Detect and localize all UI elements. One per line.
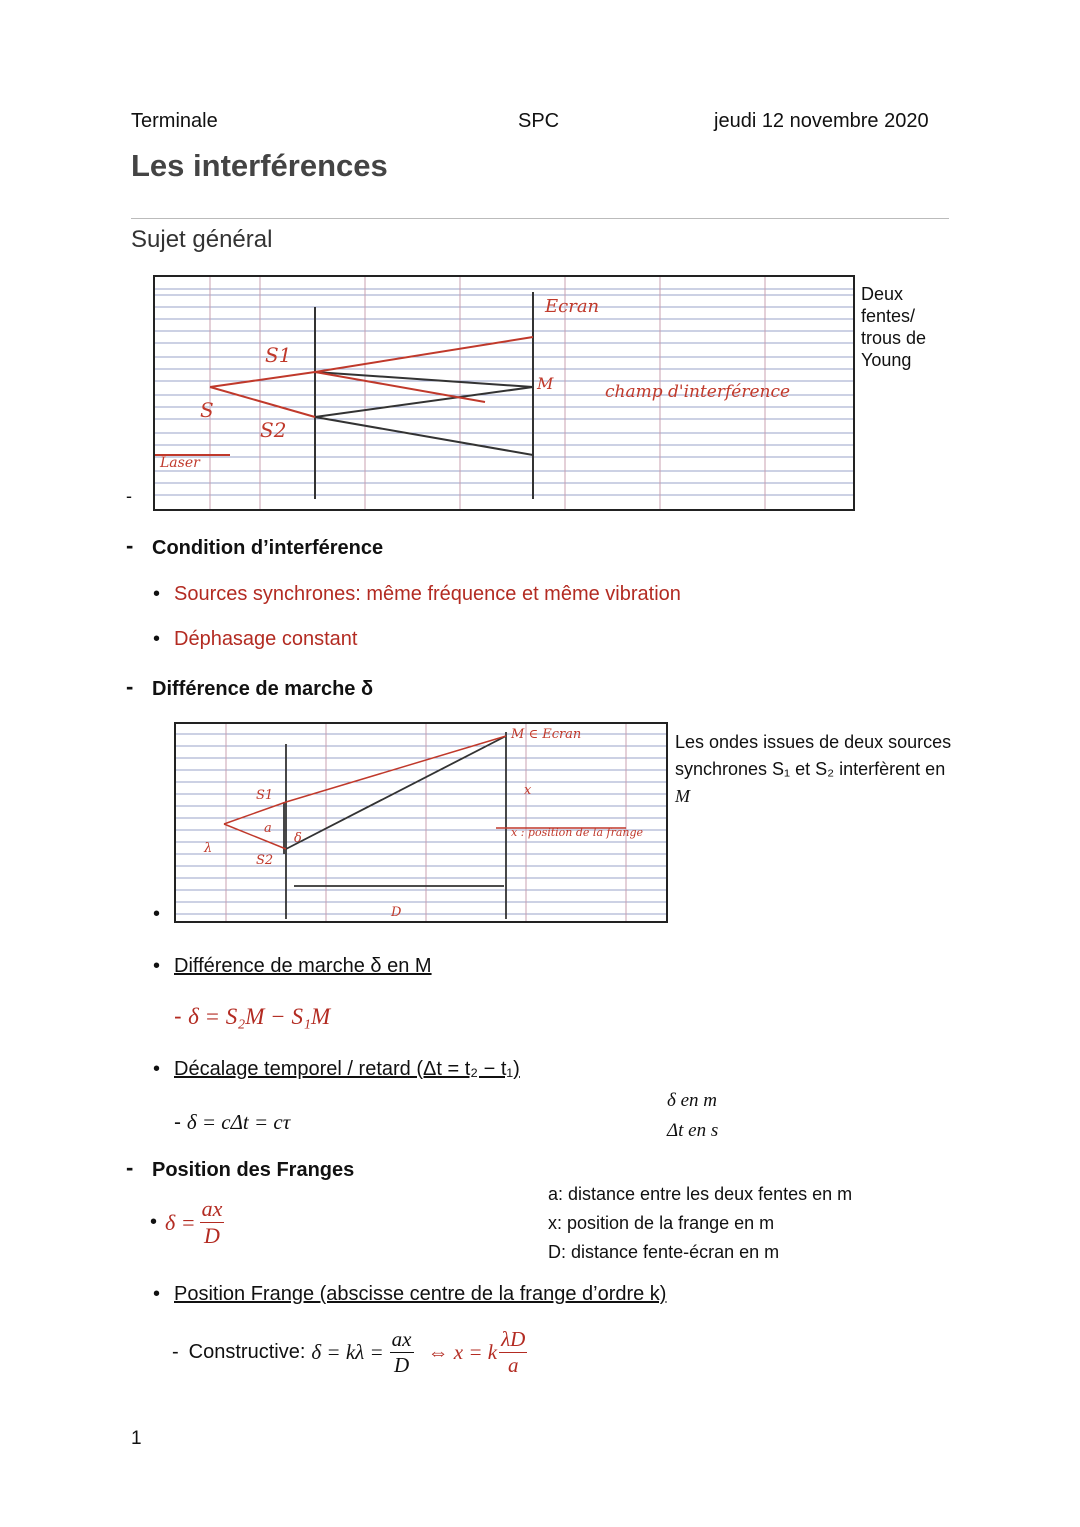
bullet-dot: • — [153, 1283, 161, 1305]
subheading-time-delay: Décalage temporel / retard (Δt = t₂ − t₁) — [174, 1058, 520, 1080]
figure-young-drawing — [155, 277, 853, 509]
bullet-dot: • — [153, 628, 161, 650]
fraction-numerator: λD — [501, 1327, 526, 1351]
fraction-denominator: D — [204, 1223, 220, 1248]
label-m: M — [537, 374, 554, 393]
label-s: S — [200, 398, 214, 422]
fraction-denominator: a — [507, 1353, 519, 1377]
position-heading: Position des Franges — [152, 1159, 355, 1181]
label-delta: δ — [294, 831, 302, 846]
formula-text: δ = S₂M − S₁M — [188, 1004, 331, 1029]
bullet-dot: • — [153, 955, 161, 977]
condition-item: Sources synchrones: même fréquence et même vibration — [174, 583, 681, 605]
formula-equivalence: ⇔ x = k — [427, 1340, 498, 1364]
list-dash: - — [126, 674, 134, 699]
unit-time: Δt en s — [667, 1120, 719, 1141]
label-laser: Laser — [160, 455, 200, 471]
unit-delta: δ en m — [667, 1090, 717, 1111]
page-number: 1 — [131, 1428, 142, 1449]
interference-note — [675, 729, 1015, 810]
header-subject: SPC — [518, 110, 560, 132]
bullet-dot: • — [153, 903, 161, 925]
label-x: x — [524, 783, 532, 798]
figure1-caption: Deux fentes/ trous de Young — [861, 284, 927, 370]
label-s2: S2 — [260, 418, 287, 442]
label-d: D — [391, 905, 402, 920]
fraction — [390, 1327, 414, 1378]
list-dash: - — [126, 486, 132, 506]
formula-delta-time: - δ = cΔt = cτ — [174, 1110, 291, 1134]
condition-item: Déphasage constant — [174, 628, 358, 650]
label-s1: S1 — [265, 343, 292, 367]
variable-legend — [548, 1180, 852, 1267]
figure-path-difference — [174, 722, 668, 923]
label-champ: champ d'interférence — [605, 382, 791, 402]
subheading-delta-m: Différence de marche δ en M — [174, 955, 432, 977]
list-dash: - — [172, 1341, 179, 1363]
label-ecran: Ecran — [545, 296, 600, 317]
fraction — [200, 1196, 225, 1249]
label-m-ecran: M ∈ Ecran — [511, 727, 582, 742]
label-frange: x : position de la frange — [511, 826, 644, 839]
difference-heading: Différence de marche δ — [152, 678, 374, 700]
formula-delta-paths: - δ = S₂M − S₁M — [174, 1003, 331, 1029]
formula-text: δ = cΔt = cτ — [186, 1110, 291, 1134]
condition-heading: Condition d’interférence — [152, 537, 384, 559]
note-line: M — [675, 786, 690, 806]
subheading-fringe-position: Position Frange (abscisse centre de la frange d’ordre k) — [174, 1283, 667, 1305]
page-title: Les interférences — [131, 148, 388, 183]
legend-item: a: distance entre les deux fentes en m — [548, 1184, 853, 1204]
section-heading: Sujet général — [131, 226, 273, 253]
fraction-denominator: D — [394, 1353, 410, 1377]
label-a: a — [264, 821, 272, 836]
header-level: Terminale — [131, 110, 218, 132]
formula-lhs: δ = — [165, 1209, 196, 1235]
label-s1: S1 — [256, 788, 274, 803]
label-lambda: λ — [204, 841, 213, 856]
fraction-numerator: ax — [201, 1196, 223, 1221]
title-divider — [131, 218, 949, 219]
bullet-dot: • — [153, 583, 161, 605]
label-s2: S2 — [256, 853, 274, 868]
legend-item: D: distance fente-écran en m — [548, 1242, 780, 1262]
list-dash: - — [126, 533, 134, 558]
constructive-label: Constructive: — [188, 1341, 306, 1363]
formula-delta-position — [150, 1196, 224, 1249]
figure-young-setup — [153, 275, 855, 511]
bullet-dot: • — [153, 1058, 161, 1080]
note-line: synchrones S₁ et S₂ interfèrent en — [675, 759, 946, 779]
note-line: Les ondes issues de deux sources — [675, 732, 952, 752]
header-date: jeudi 12 novembre 2020 — [714, 110, 929, 132]
legend-item: x: position de la frange en m — [548, 1213, 775, 1233]
list-dash: - — [126, 1155, 134, 1180]
fraction — [499, 1327, 527, 1378]
fraction-numerator: ax — [391, 1327, 412, 1351]
figure-path-drawing — [176, 724, 666, 921]
formula-constructive — [172, 1327, 527, 1378]
formula-lhs: δ = kλ = — [311, 1340, 384, 1364]
bullet-dot: • — [150, 1211, 158, 1233]
